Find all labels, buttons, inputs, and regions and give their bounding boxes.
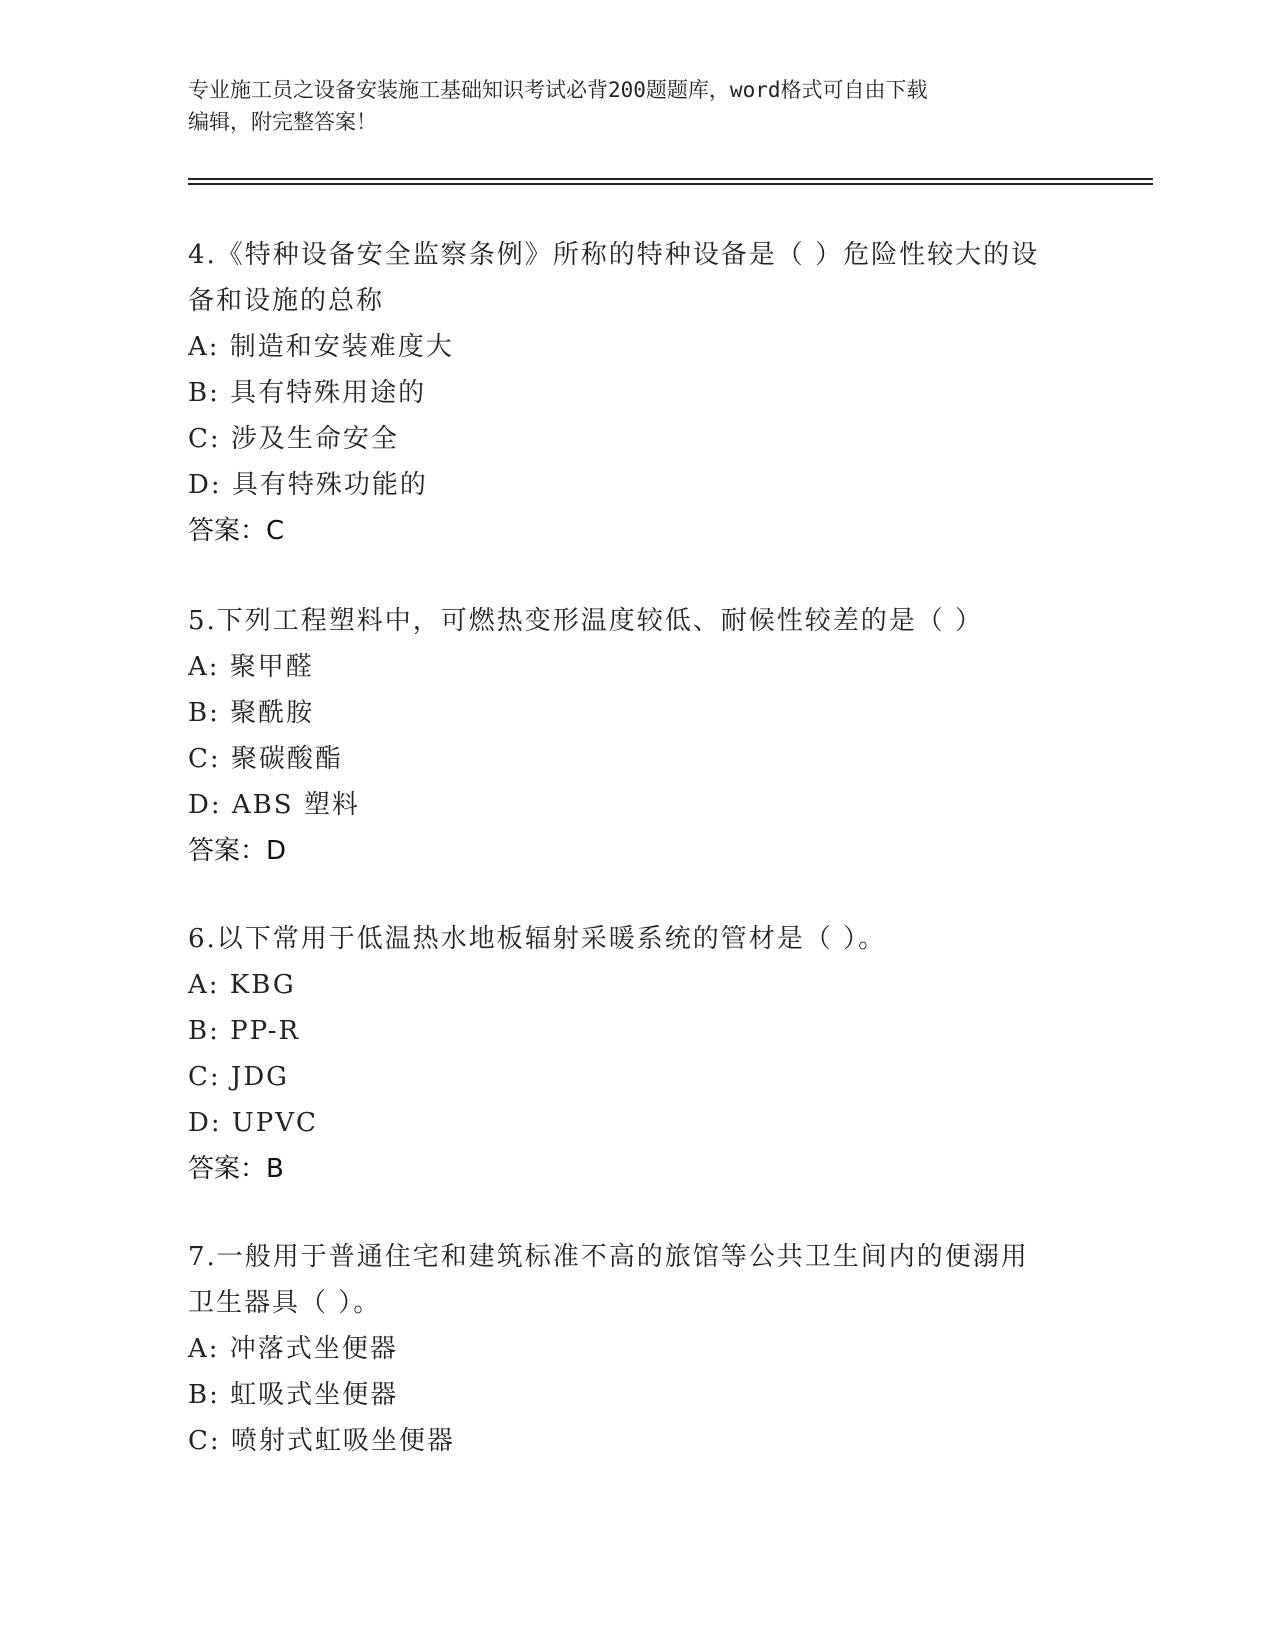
option-b: B: 具有特殊用途的 [188,378,427,408]
question-6 [188,916,1068,1192]
header-line-1: 专业施工员之设备安装施工基础知识考试必背200题题库，word格式可自由下载 [188,78,928,102]
header-divider-bottom [188,183,1153,185]
option-d: D: ABS 塑料 [188,790,360,820]
question-stem-line-1: 4.《特种设备安全监察条例》所称的特种设备是（ ）危险性较大的设 [188,240,1040,270]
option-b: B: 聚酰胺 [188,698,315,728]
option-d: D: UPVC [188,1108,318,1138]
option-a: A: 冲落式坐便器 [188,1334,398,1364]
question-stem-line-1: 6.以下常用于低温热水地板辐射采暖系统的管材是（ ）。 [188,924,887,954]
document-header [188,74,1088,138]
question-stem-line-2: 备和设施的总称 [188,286,385,316]
question-stem-line-1: 7.一般用于普通住宅和建筑标准不高的旅馆等公共卫生间内的便溺用 [188,1242,1029,1272]
option-c: C: 聚碳酸酯 [188,744,343,774]
option-c: C: 涉及生命安全 [188,424,399,454]
header-divider-top [188,178,1153,180]
question-4 [188,232,1068,554]
option-c: C: JDG [188,1062,289,1092]
question-5 [188,598,1068,874]
option-b: B: 虹吸式坐便器 [188,1380,399,1410]
answer: 答案：B [188,1154,284,1184]
option-c: C: 喷射式虹吸坐便器 [188,1426,455,1456]
question-stem-line-1: 5.下列工程塑料中，可燃热变形温度较低、耐候性较差的是（ ） [188,606,984,636]
option-a: A: KBG [188,970,296,1000]
option-d: D: 具有特殊功能的 [188,470,428,500]
answer: 答案：D [188,836,287,866]
answer: 答案：C [188,516,285,546]
header-line-2: 编辑，附完整答案！ [188,110,377,134]
option-a: A: 聚甲醛 [188,652,314,682]
question-7 [188,1234,1068,1464]
option-a: A: 制造和安装难度大 [188,332,454,362]
option-b: B: PP-R [188,1016,301,1046]
question-stem-line-2: 卫生器具（ ）。 [188,1288,382,1318]
